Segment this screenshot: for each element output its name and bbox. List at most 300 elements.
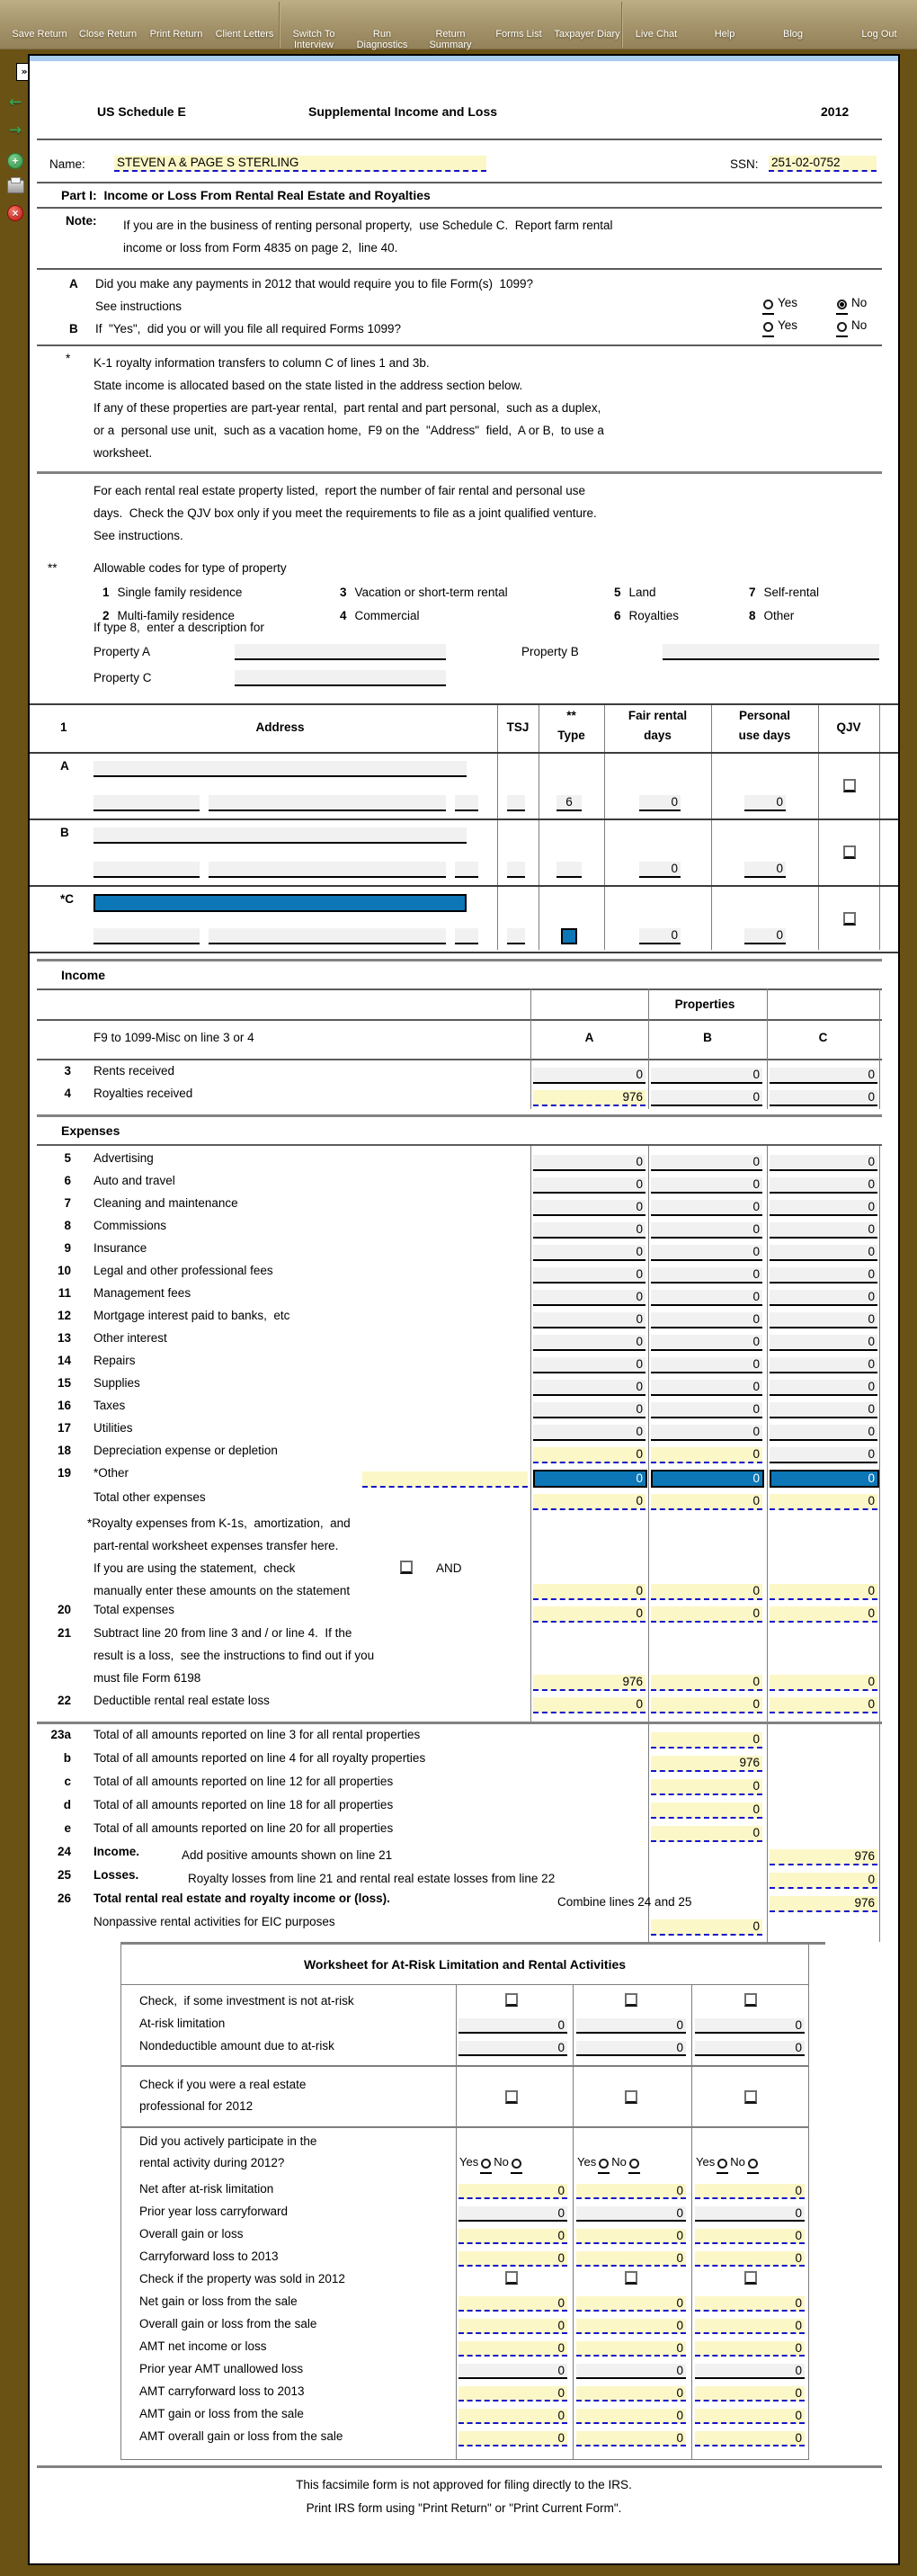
address-street-field[interactable] [93, 761, 467, 777]
worksheet-field-b[interactable]: 0 [576, 2431, 686, 2446]
ssn-field[interactable]: 251-02-0752 [769, 156, 877, 172]
amount-field-b[interactable]: 0 [651, 1267, 762, 1284]
toolbar-button-label: Print Return [149, 29, 203, 40]
amount-field-a[interactable]: 0 [533, 1425, 645, 1441]
address-street-field[interactable] [93, 827, 467, 844]
worksheet-field-a[interactable]: 0 [458, 2319, 567, 2334]
active-participation-row [121, 2128, 808, 2178]
line25-amount-field[interactable]: 0 [770, 1873, 877, 1889]
toolbar [0, 0, 917, 49]
toolbar-icon [781, 4, 805, 27]
line25-text: Royalty losses from line 21 and rental real estate losses from line 22 [188, 1872, 556, 1885]
property-type-field[interactable] [561, 928, 577, 944]
amount-field-b[interactable]: 0 [651, 1290, 762, 1306]
amount-field-a[interactable]: 976 [533, 1090, 645, 1106]
k1-note-line: If any of these properties are part-year rental, part rental and part personal, such as a duplex, [93, 401, 601, 415]
toolbar-button[interactable] [348, 2, 416, 50]
worksheet-row [121, 2201, 808, 2223]
line1-number: 1 [60, 720, 67, 734]
toolbar-icon [96, 4, 120, 27]
amount-field-b[interactable]: 0 [651, 1068, 762, 1084]
expense-row [30, 1196, 898, 1219]
amount-field-a[interactable]: 0 [533, 1402, 645, 1418]
amount-field-a[interactable]: 0 [533, 1177, 645, 1194]
toolbar-button[interactable] [759, 2, 827, 40]
amount-field-a[interactable]: 0 [533, 1267, 645, 1284]
toolbar-button[interactable] [142, 2, 210, 40]
line-label: Taxes [93, 1399, 126, 1412]
worksheet-field-c[interactable]: 0 [695, 2184, 805, 2199]
worksheet-field-b[interactable]: 0 [576, 2229, 686, 2244]
amount-field-c[interactable]: 0 [770, 1290, 877, 1306]
code-label: Other [763, 609, 795, 622]
no-radio[interactable] [747, 2158, 759, 2174]
worksheet-checkbox-c[interactable] [744, 1993, 757, 2007]
amount-field-c[interactable]: 0 [770, 1335, 877, 1351]
line-label: Management fees [93, 1286, 191, 1300]
toolbar-button[interactable] [5, 2, 74, 40]
amount-field-c[interactable]: 0 [770, 1494, 877, 1510]
tsj-field[interactable] [507, 795, 525, 811]
amount-field-c[interactable]: 0 [770, 1380, 877, 1396]
question-a-yes-radio[interactable] [762, 296, 797, 315]
worksheet-field-b[interactable]: 0 [576, 2184, 686, 2199]
worksheet-field-c[interactable]: 0 [695, 2319, 805, 2334]
yes-label: Yes [459, 2155, 479, 2169]
worksheet-field-a[interactable]: 0 [458, 2229, 567, 2244]
worksheet-row [121, 2426, 808, 2448]
worksheet-field-c[interactable]: 0 [695, 2431, 805, 2446]
worksheet-field-b[interactable]: 0 [576, 2251, 686, 2267]
worksheet-field-a[interactable]: 0 [458, 2386, 567, 2402]
amount-field-a[interactable]: 0 [533, 1380, 645, 1396]
line-label: Total of all amounts reported on line 12 for all properties [93, 1775, 394, 1788]
amount-field-b[interactable]: 0 [651, 1606, 762, 1623]
page-top-bar [30, 56, 898, 61]
totals-amount-field[interactable]: 0 [651, 1779, 762, 1795]
amount-field-a[interactable]: 0 [533, 1335, 645, 1351]
amount-field-a[interactable]: 0 [533, 1155, 645, 1171]
amount-field-a[interactable]: 0 [533, 1245, 645, 1261]
amount-field-c[interactable]: 0 [770, 1222, 877, 1239]
expense-row [30, 1421, 898, 1444]
delete-form-icon[interactable]: × [7, 205, 23, 221]
line-label: *Other [93, 1466, 129, 1480]
amount-field-b[interactable]: 0 [651, 1447, 762, 1463]
line-number: 8 [64, 1219, 71, 1232]
name-field[interactable]: STEVEN A & PAGE S STERLING [114, 156, 486, 172]
line-label: Total of all amounts reported on line 4 for all royalty properties [93, 1751, 426, 1765]
totals-row [30, 1798, 898, 1821]
line-number: 5 [64, 1151, 71, 1165]
toolbar-button[interactable] [553, 2, 622, 48]
worksheet-field-c[interactable]: 0 [695, 2296, 805, 2312]
amount-field-c[interactable]: 0 [770, 1584, 877, 1600]
property-type-field[interactable]: 6 [556, 795, 582, 811]
worksheet-row-label: Carryforward loss to 2013 [139, 2250, 279, 2263]
statement-checkbox[interactable] [400, 1561, 413, 1574]
yes-radio[interactable] [598, 2158, 610, 2174]
toolbar-button[interactable] [845, 2, 913, 40]
form-page [28, 54, 900, 2565]
totals-amount-field[interactable]: 0 [651, 1826, 762, 1842]
amount-field-b[interactable]: 0 [651, 1312, 762, 1328]
double-star-marker: ** [48, 561, 58, 575]
part1-title: Part I: Income or Loss From Rental Real Estate and Royalties [61, 188, 431, 202]
amount-field-c[interactable]: 0 [770, 1470, 879, 1488]
worksheet-row [121, 2291, 808, 2313]
property-b-description-field[interactable] [663, 644, 879, 660]
line26-amount-field[interactable]: 976 [770, 1896, 877, 1912]
line-label: Total expenses [93, 1603, 175, 1616]
worksheet-grid [121, 1985, 808, 2459]
question-b-row [30, 318, 898, 341]
line26-row [30, 1892, 898, 1915]
type8-intro-row [30, 617, 898, 640]
amount-field-b[interactable]: 0 [651, 1200, 762, 1216]
amount-field-c[interactable]: 0 [770, 1090, 877, 1106]
worksheet-field-c[interactable]: 0 [695, 2018, 805, 2034]
totals-amount-field[interactable]: 976 [651, 1756, 762, 1772]
toolbar-button[interactable] [416, 2, 485, 50]
address-city-field[interactable] [93, 795, 200, 811]
yes-radio[interactable] [480, 2158, 492, 2174]
forward-arrow-icon[interactable]: → [8, 121, 22, 139]
worksheet-field-b[interactable]: 0 [576, 2041, 686, 2056]
toolbar-button[interactable] [690, 2, 759, 40]
worksheet-row-label: Prior year loss carryforward [139, 2205, 289, 2218]
toolbar-button-label: Blog [782, 29, 804, 40]
line-number: 25 [57, 1868, 71, 1882]
qjv-note-line: See instructions. [93, 529, 183, 542]
worksheet-field-b[interactable]: 0 [576, 2296, 686, 2312]
amount-field-a[interactable]: 0 [533, 1068, 645, 1084]
amount-field-a[interactable]: 0 [533, 1200, 645, 1216]
worksheet-row [121, 2403, 808, 2426]
amount-field-b[interactable]: 0 [651, 1335, 762, 1351]
address-table [30, 703, 898, 950]
toolbar-button-label: Forms List [495, 29, 542, 40]
line-number: 15 [57, 1376, 71, 1390]
worksheet-field-c[interactable]: 0 [695, 2341, 805, 2357]
amount-field-c[interactable]: 0 [770, 1675, 877, 1691]
professional-checkbox-b[interactable] [625, 2090, 637, 2104]
amount-field-c[interactable]: 0 [770, 1068, 877, 1084]
name-label: Name: [49, 157, 85, 171]
question-b-text: If "Yes", did you or will you file all required Forms 1099? [95, 322, 401, 335]
worksheet-checkbox-b[interactable] [625, 2271, 637, 2285]
worksheet-row [121, 2381, 808, 2403]
worksheet-field-a[interactable]: 0 [458, 2041, 567, 2056]
print-page-icon[interactable] [7, 180, 24, 193]
tsj-field[interactable] [507, 862, 525, 878]
worksheet-field-b[interactable]: 0 [576, 2409, 686, 2424]
address-city2-field[interactable] [209, 795, 446, 811]
toolbar-button[interactable] [280, 2, 348, 50]
worksheet-field-a[interactable]: 0 [458, 2431, 567, 2446]
type8-row-c [30, 666, 898, 693]
amount-field-b[interactable]: 0 [651, 1380, 762, 1396]
line21-text1: Subtract line 20 from line 3 and / or line 4. If the [93, 1626, 352, 1640]
note-line: If you are in the business of renting personal property, use Schedule C. Report farm rental [123, 219, 613, 232]
note-line: income or loss from Form 4835 on page 2, line 40. [123, 241, 398, 255]
amount-field-b[interactable]: 0 [651, 1155, 762, 1171]
amount-field-c[interactable]: 0 [770, 1606, 877, 1623]
line-label: Deductible rental real estate loss [93, 1694, 270, 1707]
amount-field-c[interactable]: 0 [770, 1177, 877, 1194]
total-other-expenses-row [30, 1490, 898, 1513]
worksheet-field-a[interactable]: 0 [458, 2251, 567, 2267]
fair-rental-days-field[interactable]: 0 [639, 795, 681, 811]
amount-field-b[interactable]: 0 [651, 1494, 762, 1510]
amount-field-a[interactable]: 0 [533, 1584, 645, 1600]
at-risk-worksheet [120, 1945, 809, 2460]
worksheet-field-c[interactable]: 0 [695, 2206, 805, 2222]
line-number: 4 [64, 1087, 71, 1100]
amount-field-a[interactable]: 0 [533, 1606, 645, 1623]
participate-yn-c [696, 2155, 761, 2174]
worksheet-field-c[interactable]: 0 [695, 2251, 805, 2267]
toolbar-icon [233, 4, 256, 27]
amount-field-c[interactable]: 0 [770, 1447, 877, 1463]
property-c-description-field[interactable] [235, 670, 446, 686]
amount-field-a[interactable]: 0 [533, 1290, 645, 1306]
form-header [30, 104, 898, 124]
amount-field-c[interactable]: 0 [770, 1357, 877, 1373]
worksheet-checkbox-a[interactable] [505, 1993, 518, 2007]
amount-field-b[interactable]: 0 [651, 1675, 762, 1691]
line-label: Mortgage interest paid to banks, etc [93, 1309, 290, 1322]
worksheet-field-b[interactable]: 0 [576, 2319, 686, 2334]
add-form-icon[interactable]: + [7, 153, 23, 169]
toolbar-button-label: Switch To Interview [292, 29, 335, 50]
nonpassive-label: Nonpassive rental activities for EIC purposes [93, 1915, 335, 1928]
yes-radio[interactable] [717, 2158, 728, 2174]
toolbar-button[interactable] [485, 2, 553, 40]
worksheet-field-a[interactable]: 0 [458, 2409, 567, 2424]
toolbar-button-label: Save Return [12, 29, 67, 40]
statement-amounts-row [30, 1580, 898, 1603]
amount-field-b[interactable]: 0 [651, 1425, 762, 1441]
personal-use-header2: use days [738, 729, 791, 742]
amount-field-c[interactable]: 0 [770, 1155, 877, 1171]
line-label: Depreciation expense or depletion [93, 1444, 278, 1457]
property-a-description-field[interactable] [235, 644, 446, 660]
worksheet-field-a[interactable]: 0 [458, 2364, 567, 2379]
worksheet-field-a[interactable]: 0 [458, 2296, 567, 2312]
worksheet-field-b[interactable]: 0 [576, 2206, 686, 2222]
nonpassive-amount-field[interactable]: 0 [651, 1919, 762, 1936]
amount-field-a[interactable]: 0 [533, 1470, 647, 1488]
amount-field-c[interactable]: 0 [770, 1312, 877, 1328]
line-label: Advertising [93, 1151, 154, 1165]
line-number: 17 [57, 1421, 71, 1435]
tsj-field[interactable] [507, 928, 525, 944]
code-number: 1 [102, 586, 110, 599]
amount-field-a[interactable]: 0 [533, 1494, 645, 1510]
address-city2-field[interactable] [209, 862, 446, 878]
toolbar-button[interactable] [74, 2, 142, 40]
line-number: e [64, 1821, 71, 1835]
amount-field-c[interactable]: 0 [770, 1267, 877, 1284]
expense-row [30, 1376, 898, 1399]
amount-field-b[interactable]: 0 [651, 1402, 762, 1418]
worksheet-field-c[interactable]: 0 [695, 2386, 805, 2402]
amount-field-a[interactable]: 0 [533, 1697, 645, 1713]
professional-checkbox-a[interactable] [505, 2090, 518, 2104]
worksheet-row-label: Nondeductible amount due to at-risk [139, 2039, 334, 2053]
personal-use-days-field[interactable]: 0 [744, 862, 786, 878]
line-number: 13 [57, 1331, 71, 1345]
personal-use-header1: Personal [738, 709, 791, 722]
worksheet-row [121, 2246, 808, 2268]
qjv-note-line: days. Check the QJV box only if you meet the requirements to file as a joint qualified venture. [93, 506, 597, 520]
worksheet-row-label: AMT overall gain or loss from the sale [139, 2429, 343, 2443]
line-number: 19 [57, 1466, 71, 1480]
amount-field-a[interactable]: 0 [533, 1312, 645, 1328]
code-label: Commercial [354, 609, 420, 622]
amount-field-c[interactable]: 0 [770, 1402, 877, 1418]
no-label: No [611, 2155, 627, 2169]
code-number: 4 [340, 609, 347, 622]
property-type-field[interactable] [556, 862, 582, 878]
address-city2-field[interactable] [209, 928, 446, 944]
form-title: Supplemental Income and Loss [308, 104, 498, 119]
worksheet-checkbox-b[interactable] [625, 1993, 637, 2007]
worksheet-checkbox-a[interactable] [505, 2271, 518, 2285]
question-b-no-radio[interactable] [836, 318, 867, 337]
toolbar-button[interactable] [210, 2, 280, 48]
amount-field-c[interactable]: 0 [770, 1425, 877, 1441]
amount-field-b[interactable]: 0 [651, 1245, 762, 1261]
other-description-field[interactable] [362, 1471, 528, 1488]
no-radio[interactable] [628, 2158, 640, 2174]
other-expenses-row [30, 1466, 898, 1490]
worksheet-field-c[interactable]: 0 [695, 2041, 805, 2056]
codes-title: Allowable codes for type of property [93, 561, 287, 575]
address-state-field[interactable] [455, 862, 478, 878]
qjv-checkbox[interactable] [843, 912, 856, 926]
address-street-field[interactable] [93, 894, 467, 912]
amount-field-b[interactable]: 0 [651, 1357, 762, 1373]
line21-text3: must file Form 6198 [93, 1671, 201, 1685]
worksheet-row [121, 2313, 808, 2336]
personal-use-days-field[interactable]: 0 [744, 795, 786, 811]
amount-field-a[interactable]: 976 [533, 1675, 645, 1691]
expense-row [30, 1399, 898, 1421]
address-city-field[interactable] [93, 928, 200, 944]
line-number: 24 [57, 1845, 71, 1858]
amount-field-b[interactable]: 0 [651, 1584, 762, 1600]
worksheet-field-c[interactable]: 0 [695, 2409, 805, 2424]
worksheet-field-c[interactable]: 0 [695, 2364, 805, 2379]
worksheet-field-a[interactable]: 0 [458, 2018, 567, 2034]
question-a-text: Did you make any payments in 2012 that would require you to file Form(s) 1099? [95, 277, 534, 291]
fair-rental-days-field[interactable]: 0 [639, 862, 681, 878]
line-number: d [63, 1798, 71, 1811]
toolbar-button[interactable] [622, 2, 690, 40]
question-a-text2: See instructions [95, 300, 183, 313]
worksheet-field-b[interactable]: 0 [576, 2364, 686, 2379]
statement-note-row1 [30, 1513, 898, 1535]
fair-rental-days-field[interactable]: 0 [639, 928, 681, 944]
amount-field-a[interactable]: 0 [533, 1357, 645, 1373]
line-number: 9 [64, 1241, 71, 1255]
worksheet-field-b[interactable]: 0 [576, 2018, 686, 2034]
worksheet-field-b[interactable]: 0 [576, 2341, 686, 2357]
no-label: No [494, 2155, 509, 2169]
line24-row [30, 1845, 898, 1868]
worksheet-field-a[interactable]: 0 [458, 2341, 567, 2357]
worksheet-field-a[interactable]: 0 [458, 2206, 567, 2222]
professional-checkbox-c[interactable] [744, 2090, 757, 2104]
star-marker: * [66, 352, 71, 365]
type8-row-ab [30, 640, 898, 666]
code-label: Self-rental [763, 586, 820, 599]
totals-amount-field[interactable]: 0 [651, 1732, 762, 1749]
participate-yn-b [577, 2155, 642, 2174]
address-city-field[interactable] [93, 862, 200, 878]
code-number: 5 [614, 586, 621, 599]
amount-field-c[interactable]: 0 [770, 1697, 877, 1713]
expense-row [30, 1219, 898, 1241]
address-state-field[interactable] [455, 928, 478, 944]
question-a-letter: A [69, 277, 78, 291]
worksheet-field-c[interactable]: 0 [695, 2229, 805, 2244]
k1-note-line: K-1 royalty information transfers to column C of lines 1 and 3b. [93, 356, 430, 370]
qjv-note-block [30, 474, 898, 547]
worksheet-row-label: AMT gain or loss from the sale [139, 2407, 304, 2420]
line-number: 6 [64, 1174, 71, 1187]
question-a-no-radio[interactable] [836, 296, 867, 315]
address-state-field[interactable] [455, 795, 478, 811]
amount-field-a[interactable]: 0 [533, 1447, 645, 1463]
tsj-column-header: TSJ [506, 720, 530, 734]
expense-row [30, 1354, 898, 1376]
toolbar-icon [713, 4, 736, 27]
totals-row [30, 1751, 898, 1775]
question-b-yes-radio[interactable] [762, 318, 797, 337]
amount-field-b[interactable]: 0 [651, 1470, 764, 1488]
line24-amount-field[interactable]: 976 [770, 1849, 877, 1865]
qjv-checkbox[interactable] [843, 845, 856, 859]
k1-note-block [30, 346, 898, 464]
qjv-checkbox[interactable] [843, 779, 856, 792]
amount-field-b[interactable]: 0 [651, 1090, 762, 1106]
amount-field-b[interactable]: 0 [651, 1222, 762, 1239]
amount-field-c[interactable]: 0 [770, 1245, 877, 1261]
expand-panel-icon[interactable]: » [16, 63, 32, 81]
taxpayer-row [30, 149, 898, 182]
back-arrow-icon[interactable]: ← [8, 94, 22, 112]
totals-amount-field[interactable]: 0 [651, 1802, 762, 1819]
worksheet-checkbox-c[interactable] [744, 2271, 757, 2285]
personal-use-days-field[interactable]: 0 [744, 928, 786, 944]
worksheet-field-a[interactable]: 0 [458, 2184, 567, 2199]
amount-field-a[interactable]: 0 [533, 1222, 645, 1239]
line-number: 22 [57, 1694, 71, 1707]
amount-field-b[interactable]: 0 [651, 1697, 762, 1713]
worksheet-row-label: Prior year AMT unallowed loss [139, 2362, 304, 2375]
income-row [30, 1087, 898, 1109]
form-year: 2012 [821, 104, 850, 119]
amount-field-c[interactable]: 0 [770, 1200, 877, 1216]
amount-field-b[interactable]: 0 [651, 1177, 762, 1194]
expense-row [30, 1444, 898, 1466]
participate-label1: Did you actively participate in the [139, 2134, 317, 2148]
worksheet-field-b[interactable]: 0 [576, 2386, 686, 2402]
no-radio[interactable] [511, 2158, 522, 2174]
